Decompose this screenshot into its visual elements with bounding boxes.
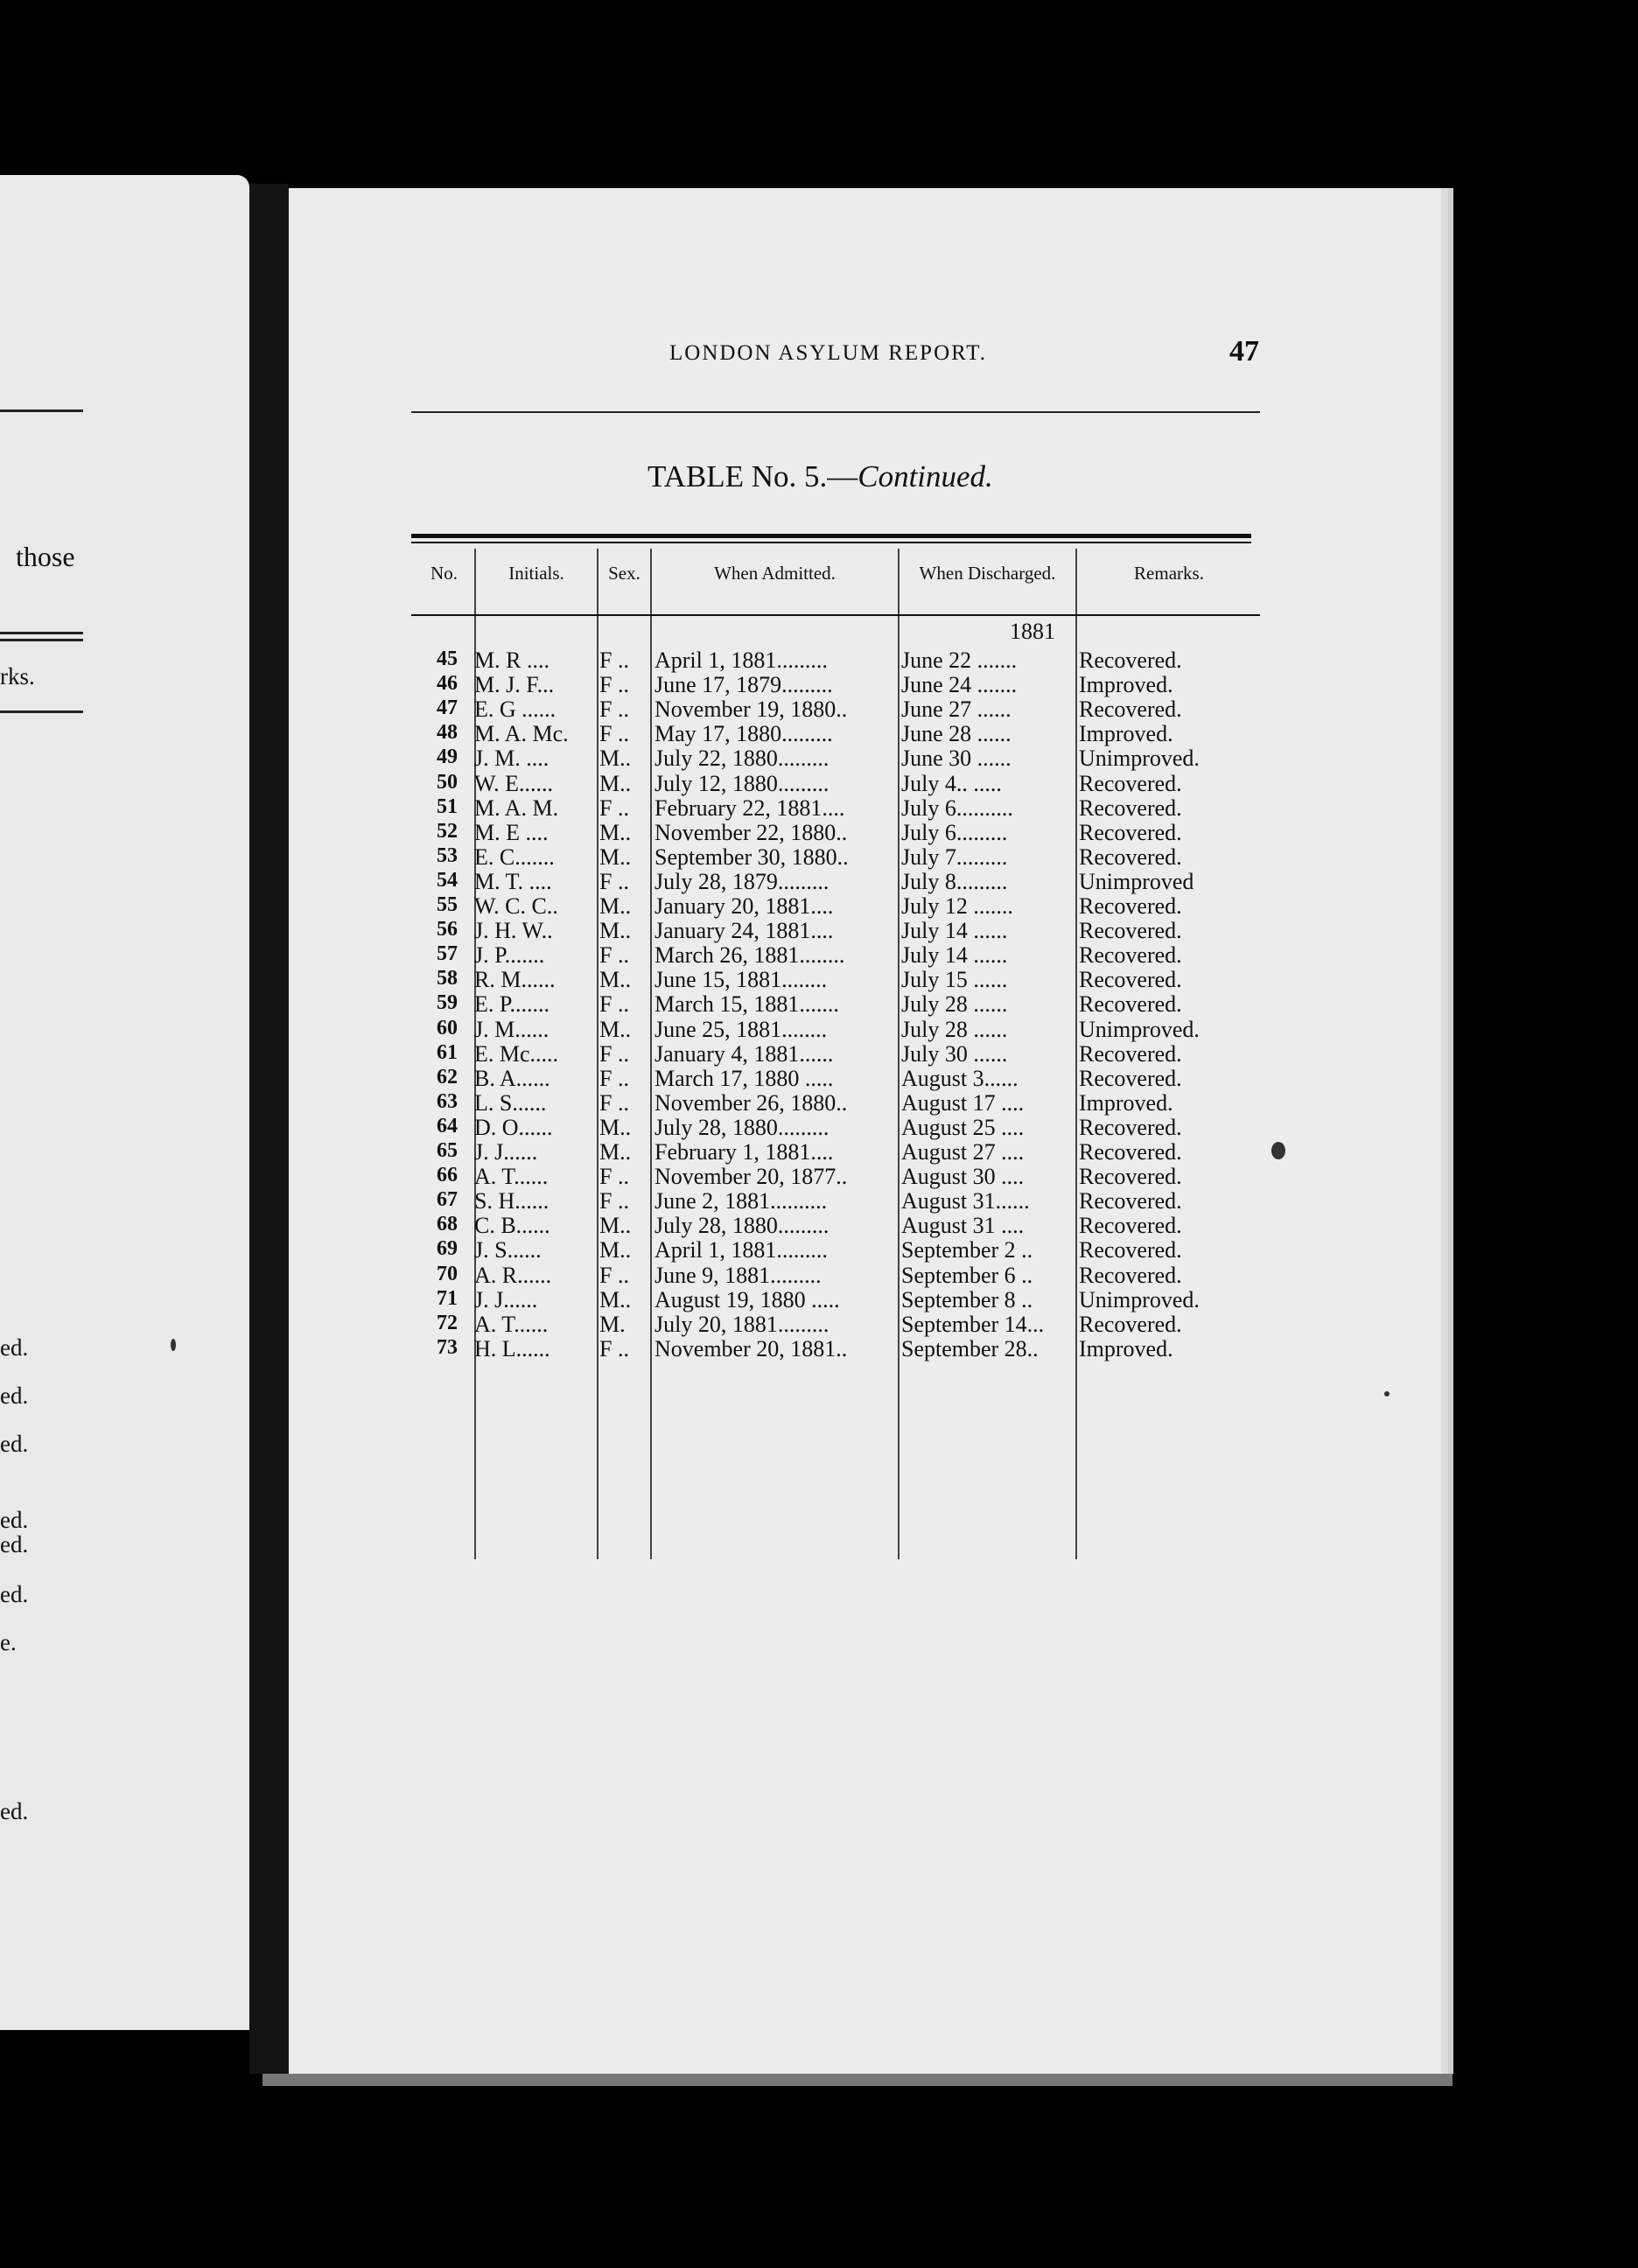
cell-remarks: Recovered. [1079,991,1182,1018]
cell-admitted: July 20, 1881......... [654,1311,830,1337]
cell-no: 67 [437,1188,458,1212]
header-discharged: When Discharged. [919,563,1056,584]
column-divider [650,549,652,1559]
cell-admitted: March 26, 1881........ [654,942,845,969]
cell-remarks: Recovered. [1079,1114,1182,1140]
cell-discharged: July 14 ...... [901,918,1008,944]
cell-discharged: September 14... [901,1311,1045,1337]
cell-remarks: Recovered. [1079,794,1182,821]
cell-initials: M. A. Mc. [474,721,569,747]
cell-discharged: September 6 .. [901,1262,1033,1288]
cell-admitted: March 15, 1881....... [654,991,839,1018]
cell-sex: F .. [599,1262,629,1288]
cell-admitted: July 22, 1880......... [654,746,830,772]
cell-initials: J. J...... [474,1286,538,1312]
cell-sex: M.. [599,1016,632,1042]
cell-admitted: June 17, 1879......... [654,672,833,698]
header-sex: Sex. [608,563,640,584]
cell-no: 56 [437,918,458,942]
cell-admitted: September 30, 1880.. [654,844,849,870]
cell-initials: J. P....... [474,942,545,969]
cell-sex: F .. [599,672,629,698]
left-text-rks: rks. [0,663,35,690]
cell-initials: D. O...... [474,1114,553,1140]
cell-remarks: Improved. [1079,1335,1173,1362]
cell-initials: E. P....... [474,991,550,1018]
cell-discharged: June 24 ....... [901,672,1018,698]
cell-admitted: July 28, 1880......... [654,1213,830,1239]
scan-speck [1271,1142,1285,1159]
cell-initials: J. M...... [474,1016,550,1042]
cell-initials: M. R .... [474,648,550,673]
cell-remarks: Unimproved [1079,868,1194,894]
left-text-those: those [16,541,75,572]
cell-remarks: Unimproved. [1079,1016,1200,1042]
cell-discharged: September 8 .. [901,1286,1033,1312]
cell-initials: C. B...... [474,1213,550,1239]
cell-sex: F .. [599,1335,629,1362]
discharge-year: 1881 [1010,619,1055,644]
cell-remarks: Recovered. [1079,1040,1182,1067]
header-remarks: Remarks. [1134,563,1204,584]
cell-no: 69 [437,1237,458,1261]
cell-discharged: July 15 ...... [901,967,1008,993]
cell-sex: M.. [599,770,632,796]
cell-initials: J. H. W.. [474,918,553,944]
cell-no: 60 [437,1016,458,1040]
cell-no: 63 [437,1089,458,1113]
cell-admitted: July 28, 1879......... [654,868,830,894]
cell-admitted: June 25, 1881........ [654,1016,828,1042]
table-top-rule [411,534,1251,538]
cell-initials: M. E .... [474,819,549,845]
cell-no: 65 [437,1139,458,1162]
cell-admitted: August 19, 1880 ..... [654,1286,840,1312]
cell-no: 45 [437,648,458,670]
cell-sex: M.. [599,819,632,845]
cell-sex: F .. [599,991,629,1018]
cell-sex: F .. [599,1089,629,1116]
cell-admitted: January 20, 1881.... [654,893,834,919]
cell-no: 70 [437,1262,458,1285]
cell-discharged: August 25 .... [901,1114,1025,1140]
cell-sex: M.. [599,893,632,919]
cell-initials: W. C. C.. [474,893,558,919]
cell-discharged: July 6.......... [901,794,1013,821]
cell-admitted: April 1, 1881......... [654,1237,828,1264]
cell-remarks: Recovered. [1079,1065,1182,1091]
cell-discharged: July 12 ....... [901,893,1013,919]
cell-remarks: Recovered. [1079,1139,1182,1165]
table-top-rule-thin [411,542,1251,543]
cell-initials: J. M. .... [474,746,550,772]
cell-sex: M.. [599,1237,632,1264]
cell-admitted: June 2, 1881.......... [654,1188,828,1214]
cell-sex: M.. [599,1139,632,1165]
cell-initials: M. A. M. [474,794,559,821]
cell-sex: F .. [599,942,629,969]
scan-speck [171,1339,176,1351]
cell-sex: F .. [599,696,629,723]
cell-remarks: Recovered. [1079,967,1182,993]
header-rule [411,411,1260,413]
cell-no: 62 [437,1065,458,1088]
cell-sex: M. [599,1311,626,1337]
cell-discharged: July 8......... [901,868,1008,894]
cell-sex: F .. [599,648,629,673]
cell-remarks: Recovered. [1079,844,1182,870]
cell-no: 55 [437,893,458,916]
cell-initials: M. J. F... [474,672,555,698]
cell-discharged: July 28 ...... [901,991,1008,1018]
cell-admitted: November 20, 1881.. [654,1335,848,1362]
cell-sex: F .. [599,1164,629,1190]
cell-no: 57 [437,942,458,966]
left-text-ed: ed. [0,1531,29,1558]
cell-discharged: September 2 .. [901,1237,1033,1264]
cell-sex: M.. [599,1114,632,1140]
left-text-ed: ed. [0,1581,29,1607]
cell-no: 46 [437,672,458,696]
running-head: LONDON ASYLUM REPORT. [669,341,987,365]
cell-remarks: Unimproved. [1079,746,1200,772]
cell-no: 54 [437,868,458,892]
cell-sex: M.. [599,844,632,870]
cell-sex: F .. [599,1065,629,1091]
cell-discharged: September 28.. [901,1335,1039,1362]
left-text-ed: ed. [0,1334,29,1361]
cell-remarks: Recovered. [1079,770,1182,796]
cell-sex: F .. [599,868,629,894]
cell-no: 51 [437,794,458,818]
cell-remarks: Recovered. [1079,1237,1182,1264]
left-rule [0,710,83,713]
cell-no: 64 [437,1114,458,1138]
cell-initials: A. T...... [474,1311,549,1337]
left-text-ed: ed. [0,1431,29,1457]
cell-remarks: Recovered. [1079,1262,1182,1288]
cell-initials: W. E...... [474,770,554,796]
cell-admitted: November 22, 1880.. [654,819,848,845]
cell-admitted: April 1, 1881......... [654,648,828,673]
cell-initials: J. J...... [474,1139,538,1165]
cell-discharged: June 22 ....... [901,648,1018,673]
cell-admitted: January 24, 1881.... [654,918,834,944]
cell-no: 71 [437,1286,458,1310]
cell-sex: M.. [599,918,632,944]
cell-remarks: Improved. [1079,1089,1173,1116]
cell-admitted: June 15, 1881........ [654,967,828,993]
cell-admitted: May 17, 1880......... [654,721,833,747]
cell-remarks: Recovered. [1079,918,1182,944]
cell-initials: R. M...... [474,967,556,993]
cell-remarks: Recovered. [1079,893,1182,919]
cell-initials: M. T. .... [474,868,552,894]
cell-sex: F .. [599,794,629,821]
cell-remarks: Recovered. [1079,696,1182,723]
cell-discharged: August 27 .... [901,1139,1025,1165]
cell-discharged: August 31 .... [901,1213,1025,1239]
left-rule [0,639,83,641]
cell-sex: F .. [599,1188,629,1214]
cell-no: 49 [437,746,458,769]
cell-admitted: July 12, 1880......... [654,770,830,796]
cell-admitted: July 28, 1880......... [654,1114,830,1140]
cell-sex: M.. [599,1286,632,1312]
cell-initials: E. Mc..... [474,1040,559,1067]
cell-remarks: Recovered. [1079,1213,1182,1239]
cell-remarks: Recovered. [1079,1164,1182,1190]
cell-sex: M.. [599,746,632,772]
left-rule [0,410,83,412]
cell-discharged: June 28 ...... [901,721,1012,747]
left-text-e: e. [0,1629,17,1656]
table-title-continued: Continued. [858,459,993,494]
cell-no: 61 [437,1040,458,1064]
cell-remarks: Recovered. [1079,819,1182,845]
left-text-ed: ed. [0,1798,29,1824]
cell-admitted: November 26, 1880.. [654,1089,848,1116]
cell-no: 52 [437,819,458,843]
cell-discharged: August 30 .... [901,1164,1025,1190]
header-admitted: When Admitted. [714,563,836,584]
cell-no: 72 [437,1311,458,1334]
cell-initials: H. L...... [474,1335,550,1362]
cell-sex: M.. [599,1213,632,1239]
cell-discharged: August 17 .... [901,1089,1025,1116]
cell-initials: S. H...... [474,1188,550,1214]
cell-discharged: July 6......... [901,819,1008,845]
column-divider [597,549,598,1559]
left-text-ed: ed. [0,1382,29,1409]
cell-initials: E. G ...... [474,696,556,723]
cell-remarks: Recovered. [1079,1311,1182,1337]
cell-no: 59 [437,991,458,1015]
cell-initials: A. T...... [474,1164,549,1190]
header-bottom-rule [411,614,1260,616]
left-rule [0,632,83,634]
cell-admitted: November 19, 1880.. [654,696,848,723]
cell-discharged: July 4.. ..... [901,770,1002,796]
cell-admitted: November 20, 1877.. [654,1164,848,1190]
cell-remarks: Improved. [1079,721,1173,747]
page-edge-shadow [262,2074,1452,2086]
cell-initials: B. A...... [474,1065,550,1091]
cell-discharged: July 28 ...... [901,1016,1008,1042]
cell-no: 50 [437,770,458,794]
cell-remarks: Improved. [1079,672,1173,698]
cell-discharged: August 3...... [901,1065,1018,1091]
cell-remarks: Recovered. [1079,1188,1182,1214]
cell-discharged: July 14 ...... [901,942,1008,969]
cell-remarks: Unimproved. [1079,1286,1200,1312]
header-no: No. [430,563,458,584]
cell-initials: A. R...... [474,1262,552,1288]
cell-sex: F .. [599,1040,629,1067]
cell-discharged: July 30 ...... [901,1040,1008,1067]
scan-speck [1384,1391,1390,1396]
cell-no: 68 [437,1213,458,1236]
cell-no: 53 [437,844,458,867]
cell-no: 48 [437,721,458,745]
right-page [289,188,1453,2074]
cell-admitted: March 17, 1880 ..... [654,1065,834,1091]
cell-no: 66 [437,1164,458,1187]
cell-initials: E. C....... [474,844,555,870]
cell-no: 58 [437,967,458,990]
cell-discharged: July 7......... [901,844,1008,870]
cell-sex: M.. [599,967,632,993]
cell-discharged: June 30 ...... [901,746,1012,772]
cell-sex: F .. [599,721,629,747]
cell-initials: J. S...... [474,1237,542,1264]
book-gutter [249,184,289,2074]
cell-no: 47 [437,696,458,720]
header-initials: Initials. [508,563,564,584]
cell-admitted: February 1, 1881.... [654,1139,834,1165]
cell-remarks: Recovered. [1079,942,1182,969]
cell-admitted: January 4, 1881...... [654,1040,834,1067]
cell-admitted: February 22, 1881.... [654,794,845,821]
left-text-ed: ed. [0,1507,29,1533]
cell-discharged: August 31...... [901,1188,1030,1214]
table-title [648,459,993,494]
table-title-main: TABLE No. 5.— [648,459,858,494]
cell-admitted: June 9, 1881......... [654,1262,822,1288]
cell-initials: L. S...... [474,1089,547,1116]
cell-discharged: June 27 ...... [901,696,1012,723]
page-number: 47 [1229,335,1259,368]
cell-remarks: Recovered. [1079,648,1182,673]
cell-no: 73 [437,1335,458,1359]
left-page-fragment [0,175,249,2030]
